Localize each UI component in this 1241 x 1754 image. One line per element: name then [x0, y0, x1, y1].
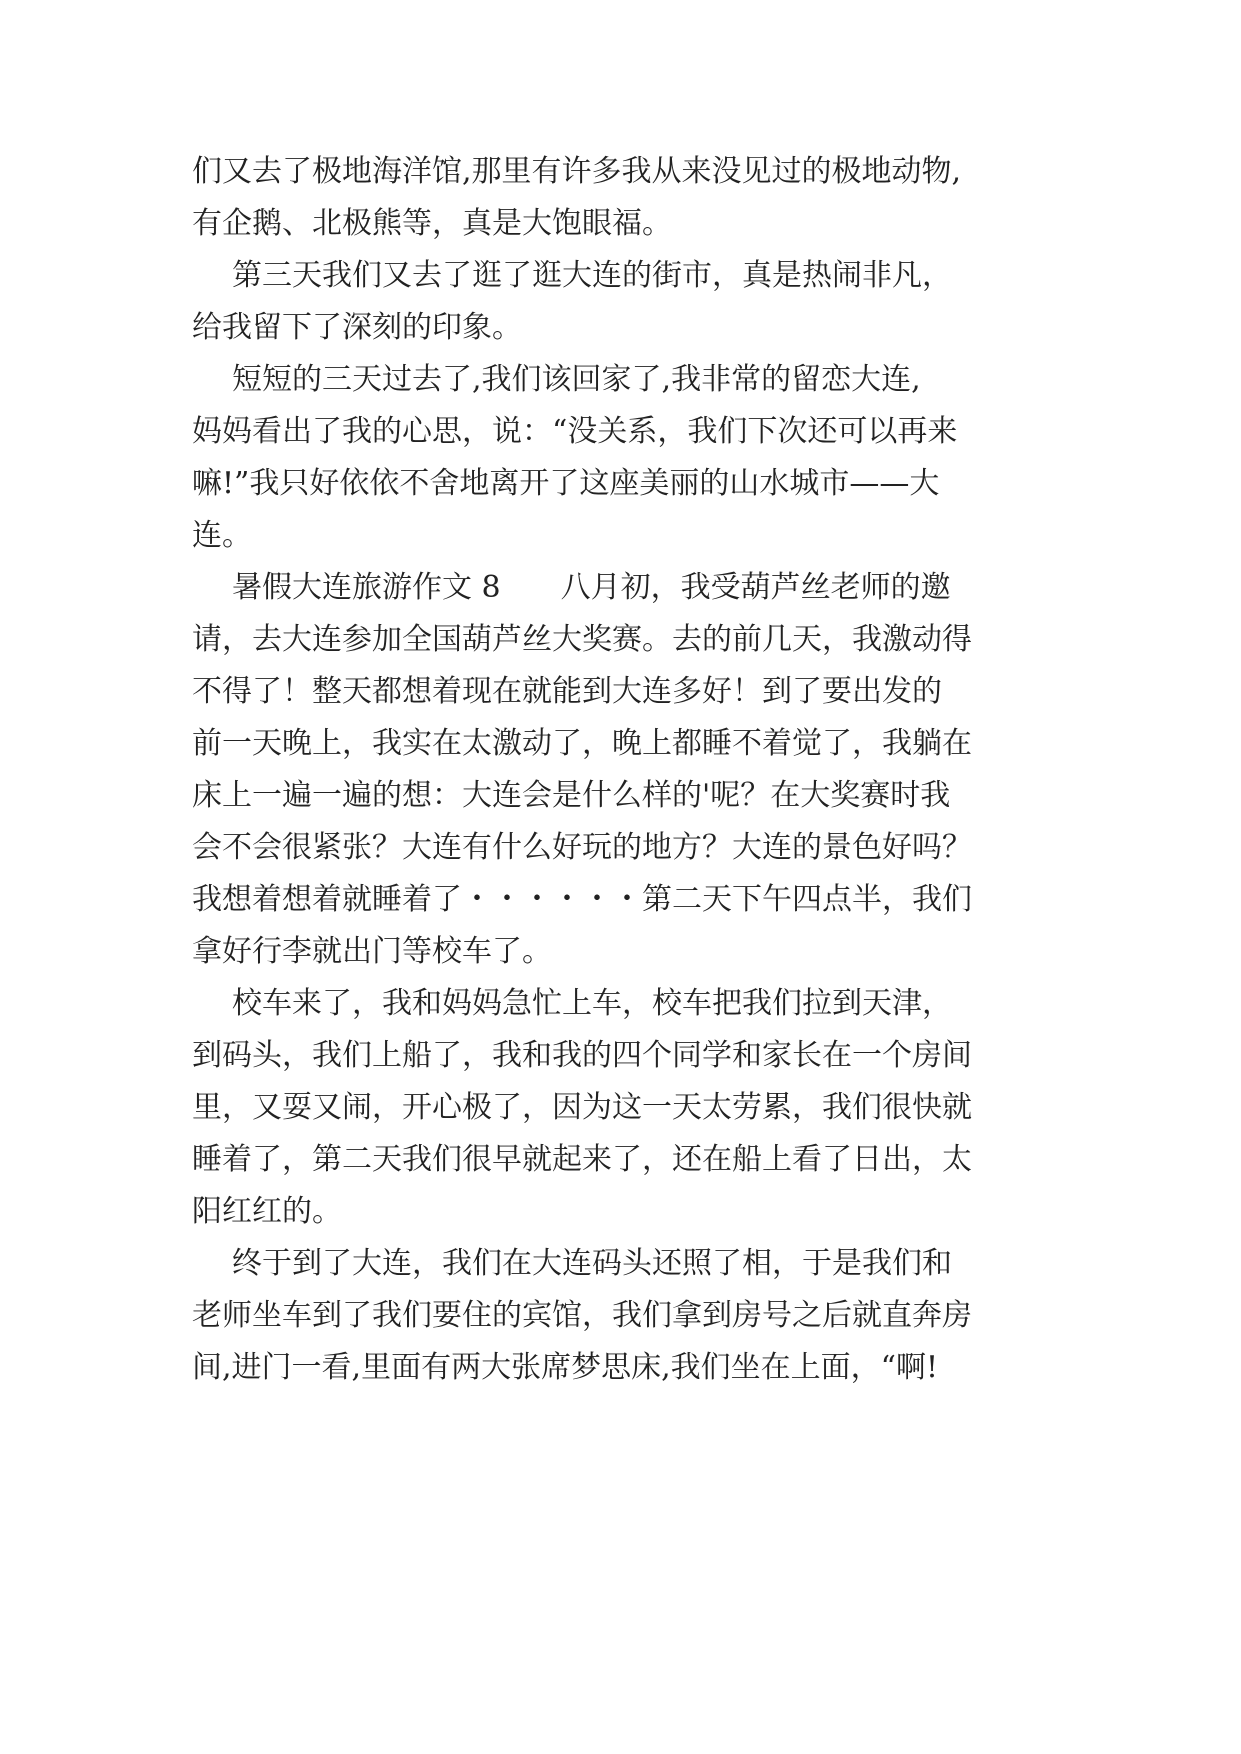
text-line: 们又去了极地海洋馆,那里有许多我从来没见过的极地动物,: [192, 154, 962, 189]
text-line: 间,进门一看,里面有两大张席梦思床,我们坐在上面，“啊!: [192, 1350, 939, 1385]
text-line: 里，又耍又闹，开心极了，因为这一天太劳累，我们很快就: [192, 1090, 972, 1125]
paragraph-first-line: 校车来了，我和妈妈急忙上车，校车把我们拉到天津，: [232, 986, 952, 1021]
text-line: 阳红红的。: [192, 1194, 342, 1229]
text-line: 床上一遍一遍的想：大连会是什么样的'呢？在大奖赛时我: [192, 778, 951, 813]
text-line: 有企鹅、北极熊等，真是大饱眼福。: [192, 206, 672, 241]
text-line: 连。: [192, 518, 252, 553]
text-line: 妈妈看出了我的心思，说：“没关系，我们下次还可以再来: [192, 414, 958, 449]
paragraph-first-line: 短短的三天过去了,我们该回家了,我非常的留恋大连,: [232, 362, 921, 397]
text-line: 到码头，我们上船了，我和我的四个同学和家长在一个房间: [192, 1038, 972, 1073]
text-line: 不得了！整天都想着现在就能到大连多好！到了要出发的: [192, 674, 942, 709]
text-line: 我想着想着就睡着了・・・・・・第二天下午四点半，我们: [192, 882, 972, 917]
paragraph-first-line: 第三天我们又去了逛了逛大连的街市，真是热闹非凡，: [232, 258, 952, 293]
text-line: 请，去大连参加全国葫芦丝大奖赛。去的前几天，我激动得: [192, 622, 972, 657]
text-line: 嘛!”我只好依依不舍地离开了这座美丽的山水城市——大: [192, 466, 940, 501]
text-line: 前一天晚上，我实在太激动了，晚上都睡不着觉了，我躺在: [192, 726, 972, 761]
text-line: 老师坐车到了我们要住的宾馆，我们拿到房号之后就直奔房: [192, 1298, 972, 1333]
paragraph-first-line: 终于到了大连，我们在大连码头还照了相，于是我们和: [232, 1246, 952, 1281]
text-line: 睡着了，第二天我们很早就起来了，还在船上看了日出，太: [192, 1142, 972, 1177]
paragraph-first-line: 暑假大连旅游作文 8 八月初，我受葫芦丝老师的邀: [232, 570, 951, 605]
text-line: 给我留下了深刻的印象。: [192, 310, 522, 345]
text-line: 拿好行李就出门等校车了。: [192, 934, 552, 969]
text-line: 会不会很紧张？大连有什么好玩的地方？大连的景色好吗？: [192, 830, 972, 865]
